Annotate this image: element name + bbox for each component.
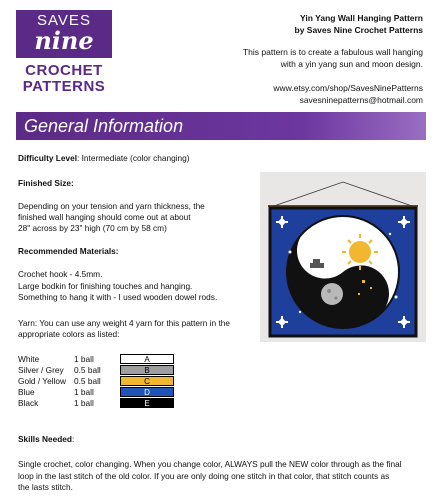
yarn-qty: 1 ball xyxy=(74,354,94,364)
logo-nine-text: nine xyxy=(34,26,94,55)
yarn-name: Gold / Yellow xyxy=(18,376,66,386)
shop-url: www.etsy.com/shop/SavesNinePatterns xyxy=(273,83,423,93)
skills-line1: Single crochet, color changing. When you change color, ALWAYS pull the NEW color through as the final xyxy=(18,459,402,469)
yarn-line1: Yarn: You can use any weight 4 yarn for this pattern in the xyxy=(18,318,231,328)
logo-saves-text: SAVES xyxy=(37,12,91,29)
yarn-name: Black xyxy=(18,398,39,408)
finished-size-line3: 28" across by 23" high (70 cm by 58 cm) xyxy=(18,223,167,233)
pattern-title: Yin Yang Wall Hanging Pattern xyxy=(300,13,423,23)
contact-email: savesninepatterns@hotmail.com xyxy=(299,95,423,105)
materials-line3: Something to hang it with - I used wooden dowel rods. xyxy=(18,292,218,302)
yarn-name: Blue xyxy=(18,387,35,397)
difficulty-label: Difficulty Level xyxy=(18,153,78,163)
yarn-qty: 1 ball xyxy=(74,398,94,408)
skills-line2: loop in the last stitch of the old color. If you are only doing one stitch in that color, that stitch counts as xyxy=(18,471,390,481)
difficulty-row xyxy=(18,153,190,164)
yarn-qty: 0.5 ball xyxy=(74,365,101,375)
materials-line2: Large bodkin for finishing touches and hanging. xyxy=(18,281,193,291)
yarn-line2: appropriate colors as listed: xyxy=(18,329,120,339)
wall-hanging-illustration xyxy=(260,172,426,342)
yarn-swatch-d: D xyxy=(120,387,174,397)
materials-heading: Recommended Materials: xyxy=(18,246,119,256)
skills-line3: the lasts stitch. xyxy=(18,482,73,492)
yarn-name: White xyxy=(18,354,40,364)
logo-patterns-text: PATTERNS xyxy=(22,78,106,95)
pattern-description-line2: with a yin yang sun and moon design. xyxy=(280,59,423,69)
yarn-swatch-e: E xyxy=(120,398,174,408)
yarn-swatch-c: C xyxy=(120,376,174,386)
hanging-string xyxy=(274,182,412,206)
difficulty-value: : Intermediate (color changing) xyxy=(77,153,190,163)
yarn-qty: 0.5 ball xyxy=(74,376,101,386)
yarn-name: Silver / Grey xyxy=(18,365,64,375)
pattern-author: by Saves Nine Crochet Patterns xyxy=(294,25,423,35)
finished-size-line2: finished wall hanging should come out at about xyxy=(18,212,191,222)
logo-crochet-text: CROCHET xyxy=(25,62,103,79)
moon-icon xyxy=(321,283,343,305)
section-title: General Information xyxy=(24,116,184,136)
yarn-swatch-a: A xyxy=(120,354,174,364)
skills-heading: Skills Needed xyxy=(18,434,72,444)
skills-colon: : xyxy=(71,434,75,444)
yarn-swatch-b: B xyxy=(120,365,174,375)
finished-size-line1: Depending on your tension and yarn thickness, the xyxy=(18,201,205,211)
finished-size-heading: Finished Size: xyxy=(18,178,74,188)
skills-heading-row xyxy=(18,434,74,445)
wall-hanging-photo xyxy=(260,172,426,342)
pattern-description-line1: This pattern is to create a fabulous wall hanging xyxy=(242,47,423,57)
yarn-qty: 1 ball xyxy=(74,387,94,397)
materials-line1: Crochet hook - 4.5mm. xyxy=(18,269,103,279)
